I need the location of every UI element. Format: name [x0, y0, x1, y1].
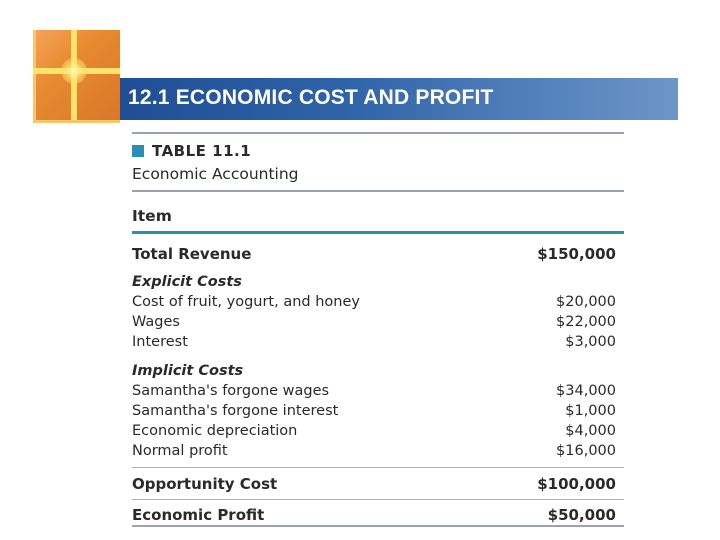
logo-stripe-horizontal-thin [33, 120, 120, 123]
row-value: $22,000 [556, 314, 616, 330]
row-label: Economic depreciation [132, 423, 298, 439]
table-row-opportunity-cost [132, 475, 616, 495]
row-label: Interest [132, 334, 188, 350]
row-label: Economic Profit [132, 506, 265, 524]
table-bottom-rule [132, 525, 624, 527]
row-value: $1,000 [565, 403, 616, 419]
table-top-rule [132, 132, 624, 134]
table-row-economic-profit [132, 506, 616, 526]
slide-title: 12.1 ECONOMIC COST AND PROFIT [128, 86, 494, 109]
divider [132, 467, 624, 468]
logo-graphic [33, 30, 120, 120]
table-row [132, 383, 616, 403]
row-label: Samantha's forgone wages [132, 383, 330, 399]
table-marker-icon [132, 145, 144, 157]
row-label: Cost of fruit, yogurt, and honey [132, 294, 360, 310]
row-label: Normal profit [132, 443, 228, 459]
table-row-implicit-costs-heading [132, 363, 616, 383]
row-value: $50,000 [547, 506, 616, 524]
row-value: $150,000 [537, 245, 616, 263]
row-label: Implicit Costs [132, 363, 244, 379]
row-value: $100,000 [537, 475, 616, 493]
logo-glow [61, 58, 87, 84]
table-row [132, 403, 616, 423]
column-header-item: Item [132, 207, 172, 225]
row-label: Wages [132, 314, 180, 330]
table-row [132, 443, 616, 463]
row-label: Opportunity Cost [132, 475, 278, 493]
row-value: $3,000 [565, 334, 616, 350]
row-label: Samantha's forgone interest [132, 403, 339, 419]
subtitle-rule [132, 190, 624, 192]
logo-stripe-vertical-thin [33, 30, 36, 120]
header-rule [132, 231, 624, 234]
row-value: $4,000 [565, 423, 616, 439]
row-label: Explicit Costs [132, 274, 242, 290]
table-row [132, 334, 616, 354]
row-label: Total Revenue [132, 245, 252, 263]
table-subtitle: Economic Accounting [132, 165, 299, 183]
table-row [132, 314, 616, 334]
row-value: $20,000 [556, 294, 616, 310]
table-row [132, 423, 616, 443]
table-label-text: TABLE 11.1 [152, 142, 252, 160]
title-bar [120, 78, 678, 120]
table-label [132, 142, 251, 160]
table-row-total-revenue [132, 245, 616, 265]
table-row-explicit-costs-heading [132, 274, 616, 294]
row-value: $34,000 [556, 383, 616, 399]
table-row [132, 294, 616, 314]
row-value: $16,000 [556, 443, 616, 459]
divider [132, 499, 624, 500]
